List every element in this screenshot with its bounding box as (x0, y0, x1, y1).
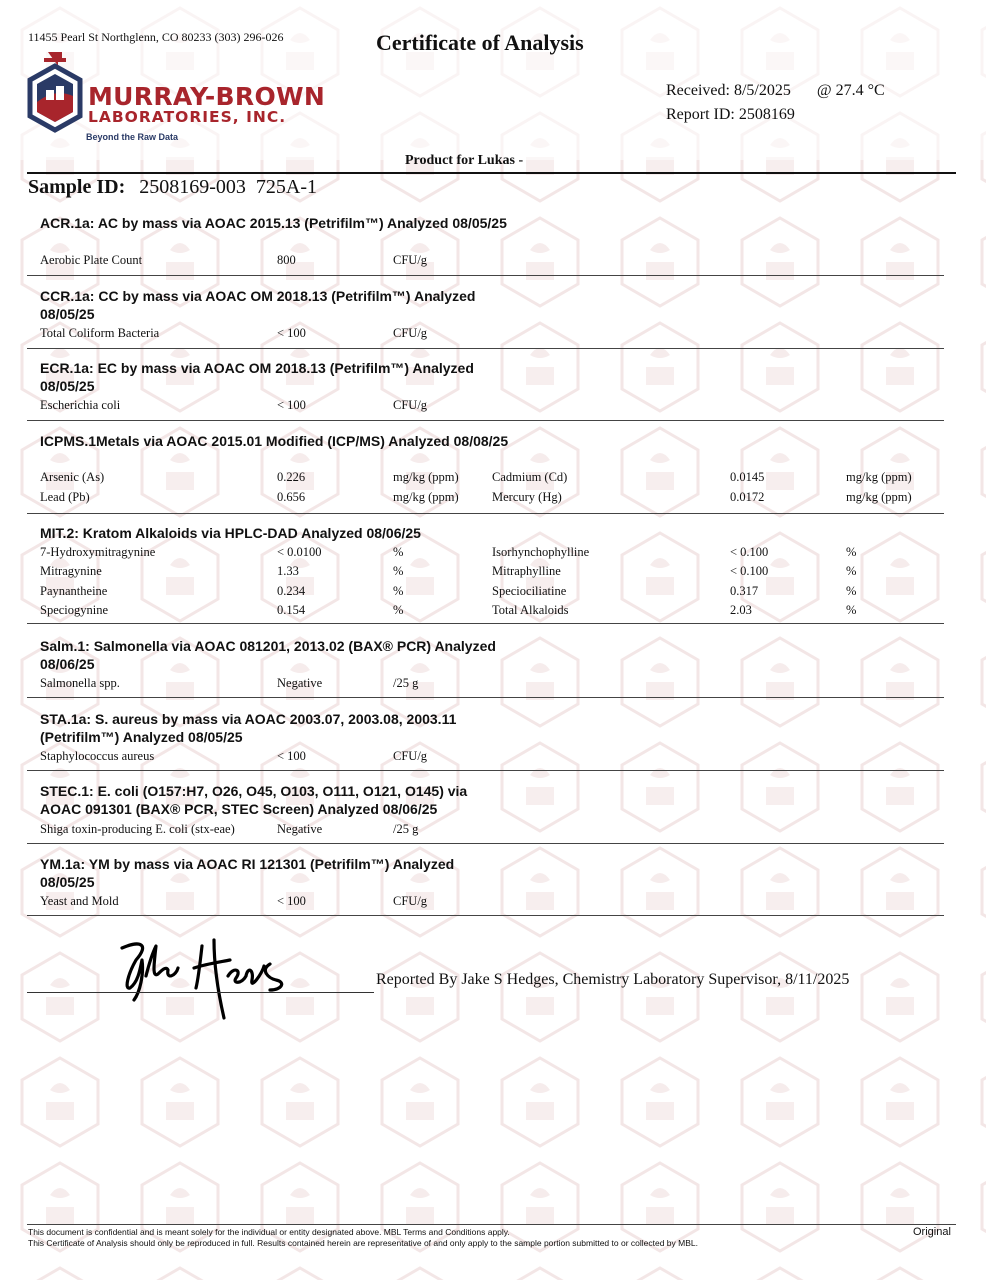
result-unit: CFU/g (393, 749, 428, 763)
product-heading: Product for Lukas - (405, 153, 524, 168)
result-value: 0.234 (277, 584, 306, 598)
result-value: 0.656 (277, 490, 306, 504)
analyte-name: Total Alkaloids (492, 603, 569, 617)
result-value: 0.154 (277, 603, 306, 617)
analyte-name: Staphylococcus aureus (40, 749, 155, 763)
sample-id-line (28, 176, 317, 199)
analyte-name: Escherichia coli (40, 398, 121, 412)
analyte-name: Cadmium (Cd) (492, 470, 568, 484)
analyte-name: Yeast and Mold (40, 894, 119, 908)
test-section-metals (27, 432, 944, 514)
handwritten-signature (110, 930, 300, 1025)
test-section-ccr (27, 287, 944, 349)
result-unit: /25 g (393, 822, 419, 836)
test-section-alkaloids (27, 524, 944, 624)
result-value: 0.0172 (730, 490, 765, 504)
document-title: Certificate of Analysis (376, 30, 584, 55)
received-info (666, 82, 885, 100)
flask-logo-icon (22, 50, 86, 150)
section-title: Salm.1: Salmonella via AOAC 081201, 2013.02 (BAX® PCR) Analyzed 08/06/25 (40, 638, 496, 672)
result-value: < 0.0100 (277, 545, 322, 559)
section-title: STA.1a: S. aureus by mass via AOAC 2003.07, 2003.08, 2003.11 (Petrifilm™) Analyzed 08/05/25 (40, 711, 457, 745)
analyte-name: Lead (Pb) (40, 490, 90, 504)
lab-name-sub: LABORATORIES, INC. (88, 108, 287, 126)
result-value: < 100 (277, 749, 306, 763)
section-title: STEC.1: E. coli (O157:H7, O26, O45, O103, O111, O121, O145) via AOAC 091301 (BAX® PCR, STEC Screen) Analyzed 08/06/25 (40, 783, 468, 817)
result-value: 0.317 (730, 584, 759, 598)
footer-disclaimer-1: This document is confidential and is meant solely for the individual or entity designated above. MBL Terms and Conditions apply. (28, 1227, 510, 1237)
test-section-ecr (27, 359, 944, 421)
header-divider (27, 172, 956, 174)
result-unit: % (393, 603, 404, 617)
test-section-yeast-mold (27, 855, 944, 916)
test-section-acr (27, 214, 944, 276)
result-unit: % (846, 603, 857, 617)
result-unit: % (393, 584, 404, 598)
test-section-stec (27, 782, 944, 844)
footer-disclaimer-2: This Certificate of Analysis should only be reproduced in full. Results contained herein are representative of and only apply to the sample portion submitted to or collected by MBL. (28, 1238, 698, 1248)
result-unit: mg/kg (ppm) (393, 490, 459, 504)
analyte-name: Paynantheine (40, 584, 108, 598)
lab-logo (22, 50, 332, 150)
footer-divider (27, 1224, 956, 1225)
section-title: ECR.1a: EC by mass via AOAC OM 2018.13 (Petrifilm™) Analyzed 08/05/25 (40, 360, 474, 394)
sample-id-label: Sample ID: (28, 176, 126, 198)
test-section-staph (27, 710, 944, 771)
result-unit: CFU/g (393, 253, 428, 267)
report-id-value: 2508169 (738, 106, 795, 123)
result-value: Negative (277, 676, 323, 690)
result-unit: mg/kg (ppm) (393, 470, 459, 484)
result-value: < 0.100 (730, 564, 769, 578)
analyte-name: Mercury (Hg) (492, 490, 562, 504)
result-unit: mg/kg (ppm) (846, 490, 912, 504)
result-unit: % (393, 564, 404, 578)
sample-id-value: 2508169-003 (139, 176, 246, 198)
result-unit: /25 g (393, 676, 419, 690)
analyte-name: Speciogynine (40, 603, 109, 617)
section-title: ACR.1a: AC by mass via AOAC 2015.13 (Petrifilm™) Analyzed 08/05/25 (40, 215, 507, 231)
analyte-name: Speciociliatine (492, 584, 567, 598)
result-value: < 100 (277, 398, 306, 412)
analyte-name: Aerobic Plate Count (40, 253, 143, 267)
report-id (666, 106, 795, 124)
reported-by: Reported By Jake S Hedges, Chemistry Laboratory Supervisor, 8/11/2025 (376, 971, 850, 988)
result-value: 1.33 (277, 564, 299, 578)
result-value: < 100 (277, 894, 306, 908)
result-unit: % (846, 564, 857, 578)
result-unit: CFU/g (393, 398, 428, 412)
result-value: 0.0145 (730, 470, 765, 484)
result-unit: % (393, 545, 404, 559)
analyte-name: Mitraphylline (492, 564, 561, 578)
section-title: CCR.1a: CC by mass via AOAC OM 2018.13 (Petrifilm™) Analyzed 08/05/25 (40, 288, 476, 322)
analyte-name: 7-Hydroxymitragynine (40, 545, 156, 559)
section-title: ICPMS.1Metals via AOAC 2015.01 Modified (ICP/MS) Analyzed 08/08/25 (40, 433, 509, 449)
document-status: Original (913, 1226, 951, 1238)
result-unit: CFU/g (393, 894, 428, 908)
result-value: < 100 (277, 326, 306, 340)
result-value: Negative (277, 822, 323, 836)
test-section-salmonella (27, 637, 944, 698)
analyte-name: Salmonella spp. (40, 676, 120, 690)
sample-code: 725A-1 (255, 176, 318, 198)
analyte-name: Arsenic (As) (40, 470, 105, 484)
report-id-label: Report ID: (666, 106, 735, 123)
result-unit: % (846, 584, 857, 598)
result-unit: % (846, 545, 857, 559)
lab-tagline: Beyond the Raw Data (86, 132, 179, 142)
signature-line (27, 992, 374, 993)
lab-name: MURRAY-BROWN (88, 82, 326, 111)
received-label: Received: (666, 82, 730, 99)
analyte-name: Mitragynine (40, 564, 102, 578)
result-value: 0.226 (277, 470, 306, 484)
analyte-name: Isorhynchophylline (492, 545, 590, 559)
result-value: 2.03 (730, 603, 752, 617)
received-temperature: @ 27.4 °C (816, 82, 885, 99)
result-unit: mg/kg (ppm) (846, 470, 912, 484)
received-date: 8/5/2025 (733, 82, 791, 99)
section-title: YM.1a: YM by mass via AOAC RI 121301 (Petrifilm™) Analyzed 08/05/25 (40, 856, 455, 890)
analyte-name: Total Coliform Bacteria (40, 326, 160, 340)
result-unit: CFU/g (393, 326, 428, 340)
analyte-name: Shiga toxin-producing E. coli (stx-eae) (40, 822, 235, 836)
lab-address: 11455 Pearl St Northglenn, CO 80233 (303) 296-026 (28, 30, 284, 44)
result-value: < 0.100 (730, 545, 769, 559)
section-title: MIT.2: Kratom Alkaloids via HPLC-DAD Analyzed 08/06/25 (40, 525, 421, 541)
result-value: 800 (277, 253, 296, 267)
